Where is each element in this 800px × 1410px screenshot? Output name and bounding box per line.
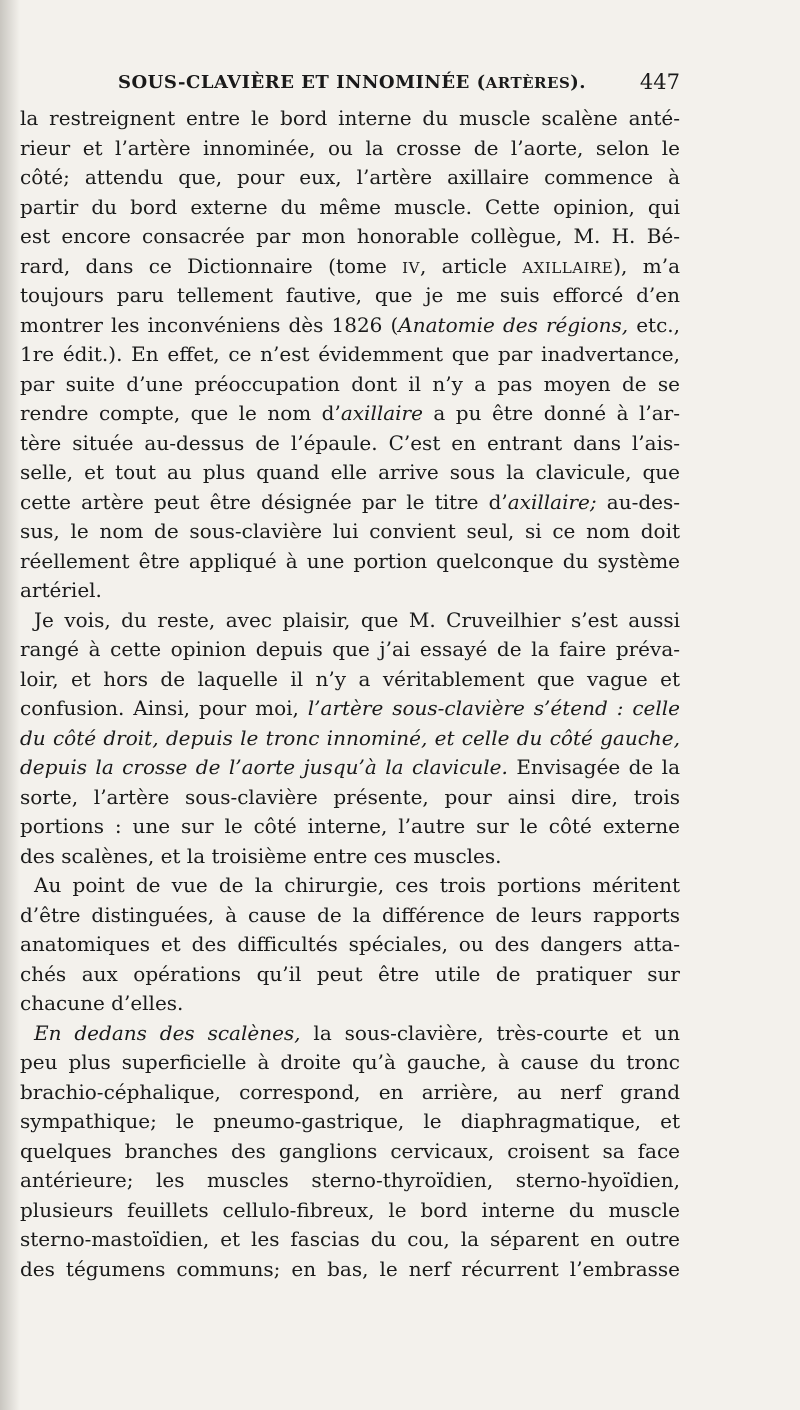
line-text: etc., xyxy=(628,312,680,337)
line-text: sympathique; le pneumo-gastrique, le diaphragmatique, et xyxy=(20,1109,680,1133)
text-line xyxy=(20,871,680,901)
running-head-smallcaps: ARTÈRES xyxy=(485,74,571,92)
line-text: anatomiques et des difficultés spéciales, ou des dangers atta- xyxy=(20,932,680,956)
text-line xyxy=(20,547,680,577)
line-text: sorte, l’artère sous-clavière présente, pour ainsi dire, trois xyxy=(20,784,680,809)
text-line xyxy=(20,812,680,842)
line-text: Je vois, du reste, avec plaisir, que M. Cruveilhier s’est aussi xyxy=(34,607,680,632)
line-text: toujours paru tellement fautive, que je me suis efforcé d’en xyxy=(20,283,680,307)
text-line xyxy=(20,340,680,370)
italic-text: axillaire xyxy=(340,401,423,425)
line-text: peu plus superficielle à droite qu’à gauche, à cause du tronc xyxy=(20,1050,680,1074)
italic-text: Anatomie des régions, xyxy=(398,312,629,337)
italic-text: depuis la crosse de l’aorte jusqu’à la clavicule. xyxy=(20,755,508,779)
line-text: rangé à cette opinion depuis que j’ai essayé de la faire préva- xyxy=(20,637,680,661)
line-text: a pu être donné à l’ar- xyxy=(422,401,680,425)
text-line xyxy=(20,458,680,488)
text-line xyxy=(20,960,680,990)
line-text: sus, le nom de sous-clavière lui convient seul, si ce nom doit xyxy=(20,519,680,543)
line-text: est encore consacrée par mon honorable collègue, M. H. Bé- xyxy=(20,224,680,248)
line-text: rendre compte, que le nom d’ xyxy=(20,401,341,425)
text-line xyxy=(20,1225,680,1255)
text-line xyxy=(20,311,680,341)
line-text: Envisagée de la xyxy=(507,755,680,779)
line-text: partir du bord externe du même muscle. Cette opinion, qui xyxy=(20,194,680,219)
smallcaps-text: AXILLAIRE xyxy=(522,258,614,277)
italic-text: du côté droit, depuis le tronc innominé, et celle du côté gauche, xyxy=(20,725,680,750)
line-text: chacune d’elles. xyxy=(20,991,184,1015)
line-text: sterno-mastoïdien, et les fascias du cou, la séparent en outre xyxy=(20,1227,680,1251)
text-line xyxy=(20,989,680,1019)
body-text xyxy=(20,104,680,1284)
line-text: selle, et tout au plus quand elle arrive sous la clavicule, que xyxy=(20,460,680,484)
line-text: des scalènes, et la troisième entre ces muscles. xyxy=(20,843,502,868)
text-line xyxy=(20,1048,680,1078)
line-text: cette artère peut être désignée par le titre d’ xyxy=(20,489,508,514)
line-text: Au point de vue de la chirurgie, ces trois portions méritent xyxy=(34,873,680,897)
text-line xyxy=(20,281,680,311)
text-line xyxy=(20,635,680,665)
line-text: tère située au-dessus de l’épaule. C’est en entrant dans l’ais- xyxy=(20,430,680,455)
line-text: la restreignent entre le bord interne du muscle scalène anté- xyxy=(20,106,680,130)
smallcaps-text: IV xyxy=(402,258,420,277)
text-line xyxy=(20,488,680,518)
page-edge-shadow xyxy=(0,0,20,1410)
text-line xyxy=(20,134,680,164)
text-line xyxy=(20,222,680,252)
line-text: côté; attendu que, pour eux, l’artère axillaire commence à xyxy=(20,165,680,189)
line-text: 1re édit.). En effet, ce n’est évidemment que par inadvertance, xyxy=(20,342,680,366)
text-line xyxy=(20,576,680,606)
text-line xyxy=(20,1255,680,1285)
text-line xyxy=(20,163,680,193)
text-line xyxy=(20,1078,680,1108)
line-text: des tégumens communs; en bas, le nerf récurrent l’embrasse xyxy=(20,1256,680,1281)
text-line xyxy=(20,193,680,223)
text-line xyxy=(20,252,680,282)
text-line xyxy=(20,783,680,813)
text-line xyxy=(20,1166,680,1196)
text-line xyxy=(20,517,680,547)
text-line xyxy=(20,665,680,695)
line-text: réellement être appliqué à une portion quelconque du système xyxy=(20,548,680,573)
line-text: antérieure; les muscles sterno-thyroïdien, sterno-hyoïdien, xyxy=(20,1168,680,1192)
line-text: artériel. xyxy=(20,578,102,602)
text-line xyxy=(20,724,680,754)
text-line xyxy=(20,104,680,134)
line-text: plusieurs feuillets cellulo-fibreux, le bord interne du muscle xyxy=(20,1197,680,1222)
line-text: la sous-clavière, très-courte et un xyxy=(300,1020,680,1045)
line-text: d’être distinguées, à cause de la différence de leurs rapports xyxy=(20,902,680,927)
text-line xyxy=(20,370,680,400)
text-line xyxy=(20,429,680,459)
text-line xyxy=(20,606,680,636)
italic-text: axillaire; xyxy=(507,489,597,514)
line-text: loir, et hors de laquelle il n’y a véritablement que vague et xyxy=(20,666,680,691)
text-line xyxy=(20,1137,680,1167)
running-head-part: SOUS-CLAVIÈRE ET INNOMINÉE ( xyxy=(118,72,486,93)
line-text: rard, dans ce Dictionnaire (tome xyxy=(20,253,403,278)
line-text: brachio-céphalique, correspond, en arrière, au nerf grand xyxy=(20,1079,680,1104)
text-line xyxy=(20,842,680,872)
line-text: au-des- xyxy=(596,489,680,514)
italic-text: l’artère sous-clavière s’étend : celle xyxy=(307,696,680,720)
text-line xyxy=(20,930,680,960)
text-line xyxy=(20,1196,680,1226)
line-text: montrer les inconvéniens dès 1826 ( xyxy=(20,312,399,337)
text-line xyxy=(20,901,680,931)
line-text: confusion. Ainsi, pour moi, xyxy=(20,696,308,720)
line-text: rieur et l’artère innominée, ou la crosse de l’aorte, selon le xyxy=(20,135,680,160)
line-text: chés aux opérations qu’il peut être utile de pratiquer sur xyxy=(20,961,680,986)
text-line xyxy=(20,1019,680,1049)
italic-text: En dedans des scalènes, xyxy=(34,1020,301,1045)
line-text: quelques branches des ganglions cervicaux, croisent sa face xyxy=(20,1138,680,1163)
text-line xyxy=(20,1107,680,1137)
running-head-part: ). xyxy=(570,72,587,93)
line-text: par suite d’une préoccupation dont il n’y a pas moyen de se xyxy=(20,371,680,396)
page-header xyxy=(20,70,680,104)
text-line xyxy=(20,753,680,783)
line-text: ), m’a xyxy=(613,253,680,278)
page-number: 447 xyxy=(639,70,680,94)
running-head xyxy=(118,72,586,93)
line-text: portions : une sur le côté interne, l’autre sur le côté externe xyxy=(20,814,680,838)
text-line xyxy=(20,399,680,429)
line-text: , article xyxy=(419,253,523,278)
text-line xyxy=(20,694,680,724)
